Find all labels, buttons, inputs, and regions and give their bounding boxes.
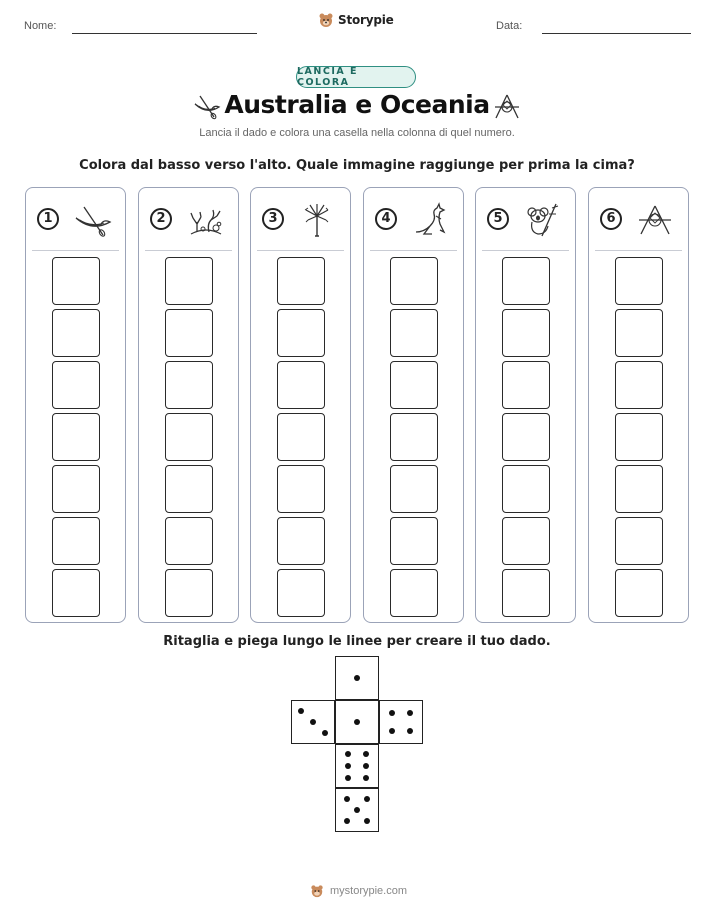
die-face-1 — [335, 700, 379, 744]
date-line[interactable] — [542, 33, 691, 34]
color-box[interactable] — [277, 569, 325, 617]
kangaroo-icon — [409, 202, 451, 238]
column-divider — [595, 250, 682, 251]
page-title: Australia e Oceania — [224, 90, 490, 119]
column-header — [139, 202, 238, 238]
name-line[interactable] — [72, 33, 257, 34]
coloring-instruction: Colora dal basso verso l'alto. Quale immagine raggiunge per prima la cima? — [79, 158, 635, 173]
color-box[interactable] — [390, 517, 438, 565]
color-box[interactable] — [52, 465, 100, 513]
die-pip — [363, 763, 369, 769]
color-box[interactable] — [165, 309, 213, 357]
koala-icon — [521, 202, 563, 238]
column-number: 5 — [487, 208, 509, 230]
column-divider — [370, 250, 457, 251]
color-box[interactable] — [390, 361, 438, 409]
die-pip — [354, 807, 360, 813]
column-number: 3 — [262, 208, 284, 230]
color-box[interactable] — [52, 413, 100, 461]
die-pip — [407, 710, 413, 716]
color-box[interactable] — [390, 465, 438, 513]
color-box[interactable] — [502, 413, 550, 461]
brand-name: Storypie — [338, 13, 394, 27]
color-box[interactable] — [277, 257, 325, 305]
coral-reef-icon — [184, 202, 226, 238]
column-header — [251, 202, 350, 238]
column-1 — [25, 187, 126, 623]
color-box[interactable] — [502, 465, 550, 513]
die-face-5 — [335, 788, 379, 832]
color-box[interactable] — [277, 361, 325, 409]
southern-cross-title-icon — [492, 92, 522, 122]
color-box[interactable] — [52, 569, 100, 617]
color-box[interactable] — [502, 517, 550, 565]
color-box[interactable] — [390, 257, 438, 305]
column-4 — [363, 187, 464, 623]
bear-logo-icon — [318, 12, 334, 28]
die-pip — [344, 796, 350, 802]
column-header — [476, 202, 575, 238]
color-box[interactable] — [615, 517, 663, 565]
cut-instruction: Ritaglia e piega lungo le linee per creare il tuo dado. — [163, 634, 551, 649]
die-pip — [389, 728, 395, 734]
color-box[interactable] — [165, 413, 213, 461]
color-box[interactable] — [502, 309, 550, 357]
color-box[interactable] — [165, 361, 213, 409]
color-box[interactable] — [615, 465, 663, 513]
color-box[interactable] — [165, 257, 213, 305]
die-pip — [345, 751, 351, 757]
column-header — [589, 202, 688, 238]
column-number: 4 — [375, 208, 397, 230]
column-5 — [475, 187, 576, 623]
page-subtitle: Lancia il dado e colora una casella nella colonna di quel numero. — [199, 127, 515, 139]
color-box[interactable] — [502, 361, 550, 409]
color-box[interactable] — [615, 257, 663, 305]
color-box[interactable] — [52, 309, 100, 357]
color-box[interactable] — [165, 465, 213, 513]
color-box[interactable] — [52, 257, 100, 305]
die-pip — [407, 728, 413, 734]
column-divider — [32, 250, 119, 251]
canoe-icon — [71, 202, 113, 238]
die-pip — [344, 818, 350, 824]
die-pip — [345, 775, 351, 781]
column-3 — [250, 187, 351, 623]
column-number: 6 — [600, 208, 622, 230]
column-number: 2 — [150, 208, 172, 230]
activity-badge: LANCIA E COLORA — [296, 66, 416, 88]
color-box[interactable] — [502, 569, 550, 617]
column-divider — [482, 250, 569, 251]
color-box[interactable] — [390, 413, 438, 461]
color-box[interactable] — [277, 465, 325, 513]
die-pip — [310, 719, 316, 725]
die-pip — [345, 763, 351, 769]
color-box[interactable] — [277, 309, 325, 357]
name-label: Nome: — [24, 20, 57, 32]
column-header — [26, 202, 125, 238]
color-box[interactable] — [390, 569, 438, 617]
die-pip — [322, 730, 328, 736]
footer — [310, 884, 407, 898]
color-box[interactable] — [615, 309, 663, 357]
die-pip — [363, 751, 369, 757]
southern-cross-icon — [634, 202, 676, 238]
die-pip — [364, 796, 370, 802]
bear-footer-icon — [310, 884, 324, 898]
column-header — [364, 202, 463, 238]
color-box[interactable] — [502, 257, 550, 305]
color-box[interactable] — [165, 517, 213, 565]
footer-url[interactable]: mystorypie.com — [330, 885, 408, 897]
column-number: 1 — [37, 208, 59, 230]
column-6 — [588, 187, 689, 623]
column-divider — [145, 250, 232, 251]
color-box[interactable] — [615, 569, 663, 617]
color-box[interactable] — [277, 517, 325, 565]
die-pip — [354, 675, 360, 681]
date-label: Data: — [496, 20, 523, 32]
column-2 — [138, 187, 239, 623]
die-face-6 — [335, 744, 379, 788]
die-pip — [389, 710, 395, 716]
color-box[interactable] — [52, 517, 100, 565]
color-box[interactable] — [277, 413, 325, 461]
color-box[interactable] — [615, 361, 663, 409]
die-face-4 — [379, 700, 423, 744]
column-divider — [257, 250, 344, 251]
die-face-3 — [291, 700, 335, 744]
die-pip — [364, 818, 370, 824]
die-pip — [363, 775, 369, 781]
die-pip — [298, 708, 304, 714]
palm-tree-icon — [296, 202, 338, 238]
die-pip — [354, 719, 360, 725]
color-box[interactable] — [52, 361, 100, 409]
color-box[interactable] — [165, 569, 213, 617]
brand-logo — [318, 12, 394, 28]
die-face-1 — [335, 656, 379, 700]
color-box[interactable] — [390, 309, 438, 357]
color-box[interactable] — [615, 413, 663, 461]
